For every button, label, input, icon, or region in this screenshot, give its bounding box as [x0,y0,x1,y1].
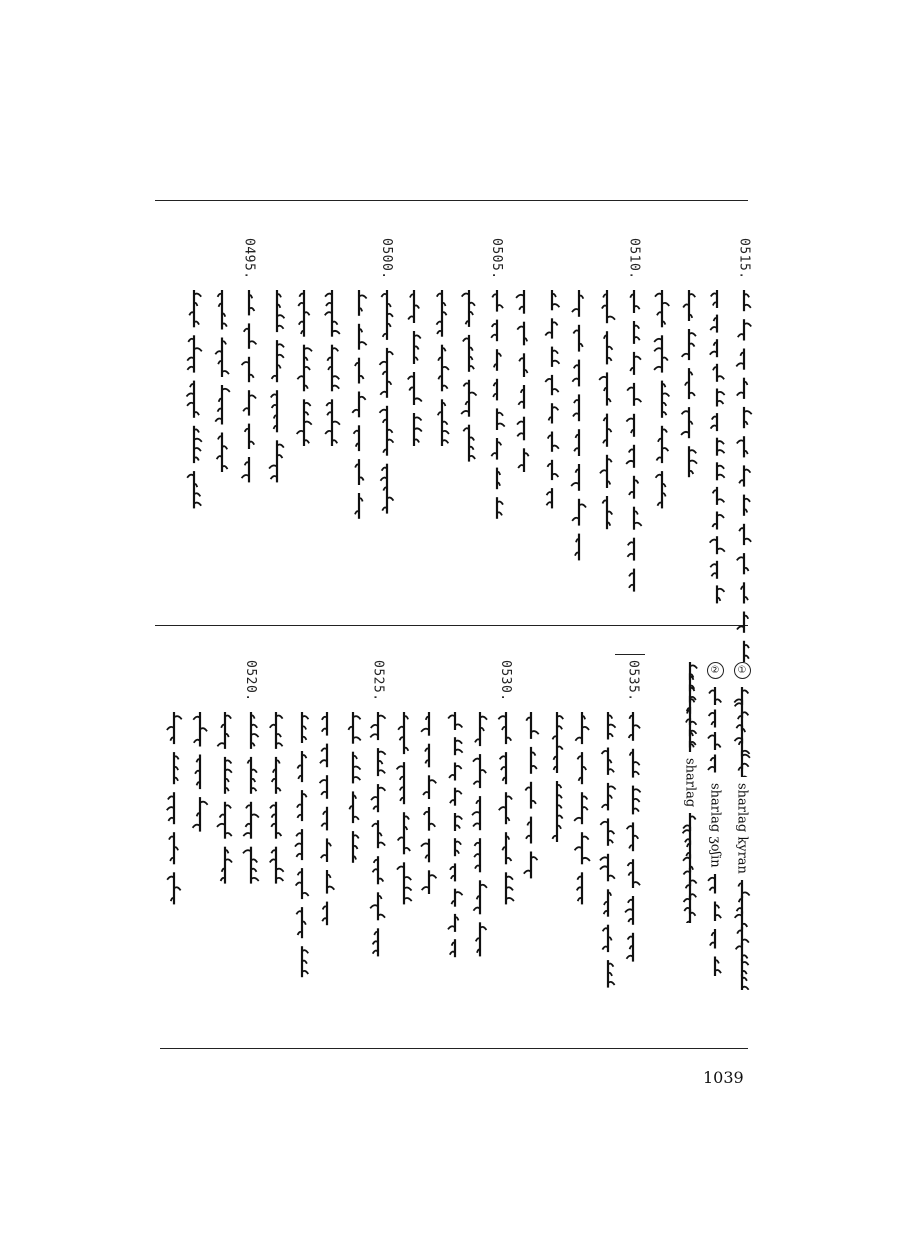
verse-text [331,238,332,239]
middle-rule [155,625,748,626]
upper-verse-column [625,238,643,599]
footnote-column [733,662,751,990]
upper-verse-column [460,238,478,469]
verse-text [327,660,328,661]
lower-verse-column [471,660,489,964]
bottom-rule [160,1048,748,1049]
verse-text [304,238,305,239]
lower-verse-column [293,660,311,985]
upper-verse-column [598,238,616,537]
lower-verse-column [395,660,413,912]
verse-number: 0535. [625,660,641,702]
lower-verse-column [599,660,617,995]
verse-number: 0515. [736,238,752,280]
upper-verse-column [433,238,451,454]
verse-text [403,660,404,661]
verse-number: 0495. [241,238,257,280]
verse-number: 0500. [379,238,394,280]
verse-text [276,238,277,239]
verse-text [524,238,525,239]
verse-text [199,660,200,661]
upper-verse-column [708,238,726,610]
verse-text [716,238,717,239]
upper-verse-column [515,238,533,480]
lower-verse-column [573,660,591,912]
upper-verse-column [350,238,368,526]
footnote-column [706,662,724,984]
upper-verse-column [735,238,753,670]
upper-verse-column [570,238,588,568]
footnote-latin: sharlag [682,758,698,808]
verse-text [551,238,552,239]
upper-verse-column [680,238,698,485]
verse-text [607,660,608,661]
footnote-latin: sharlag ʒoʃin [707,783,723,868]
verse-text [352,660,353,661]
page-number: 1039 [703,1068,744,1087]
verse-text [469,238,470,239]
verse-text [174,660,175,661]
lower-verse-column [242,660,260,891]
lower-verse-column [446,660,464,964]
lower-verse-column [548,660,566,850]
verse-text [689,238,690,239]
lower-verse-column [318,660,336,933]
footnote-marker: ② [707,662,724,679]
verse-text [582,660,583,661]
lower-verse-column [369,660,387,964]
footnote-column [681,662,699,923]
verse-number: 0520. [243,660,258,702]
verse-text [429,660,430,661]
footnote-latin: sharlag kyran [734,783,750,874]
upper-verse-column [185,238,203,516]
lower-verse-column [497,660,515,912]
upper-verse-column [295,238,313,454]
verse-text [414,238,415,239]
verse-text [454,660,455,661]
verse-text [606,238,607,239]
verse-text [221,238,222,239]
verse-text [480,660,481,661]
upper-verse-column [213,238,231,480]
lower-verse-column [267,660,285,891]
verse-text [359,238,360,239]
lower-verse-column [191,660,209,839]
verse-number: 0525. [370,660,386,702]
verse-text [225,660,226,661]
upper-verse-column [323,238,341,454]
lower-verse-column [522,660,540,886]
footnote-marker: ① [734,662,751,679]
lower-verse-column [420,660,438,902]
verse-number: 0530. [498,660,513,702]
verse-number: 0505. [489,238,504,280]
lower-verse-column [624,660,642,969]
upper-verse-column [405,238,423,454]
upper-verse-column [543,238,561,516]
upper-verse-column [653,238,671,516]
lower-verse-column [344,660,362,870]
top-rule [155,200,748,201]
verse-text [276,660,277,661]
upper-verse-column [240,238,258,490]
lower-verse-column [216,660,234,891]
verse-number: 0510. [626,238,642,280]
footnote-divider [615,654,645,655]
upper-verse-column [378,238,396,521]
verse-text [301,660,302,661]
verse-text [194,238,195,239]
upper-verse-column [268,238,286,490]
verse-text [661,238,662,239]
verse-text [579,238,580,239]
verse-text [556,660,557,661]
verse-text [441,238,442,239]
lower-verse-column [165,660,183,912]
upper-verse-column [488,238,506,526]
verse-text [531,660,532,661]
